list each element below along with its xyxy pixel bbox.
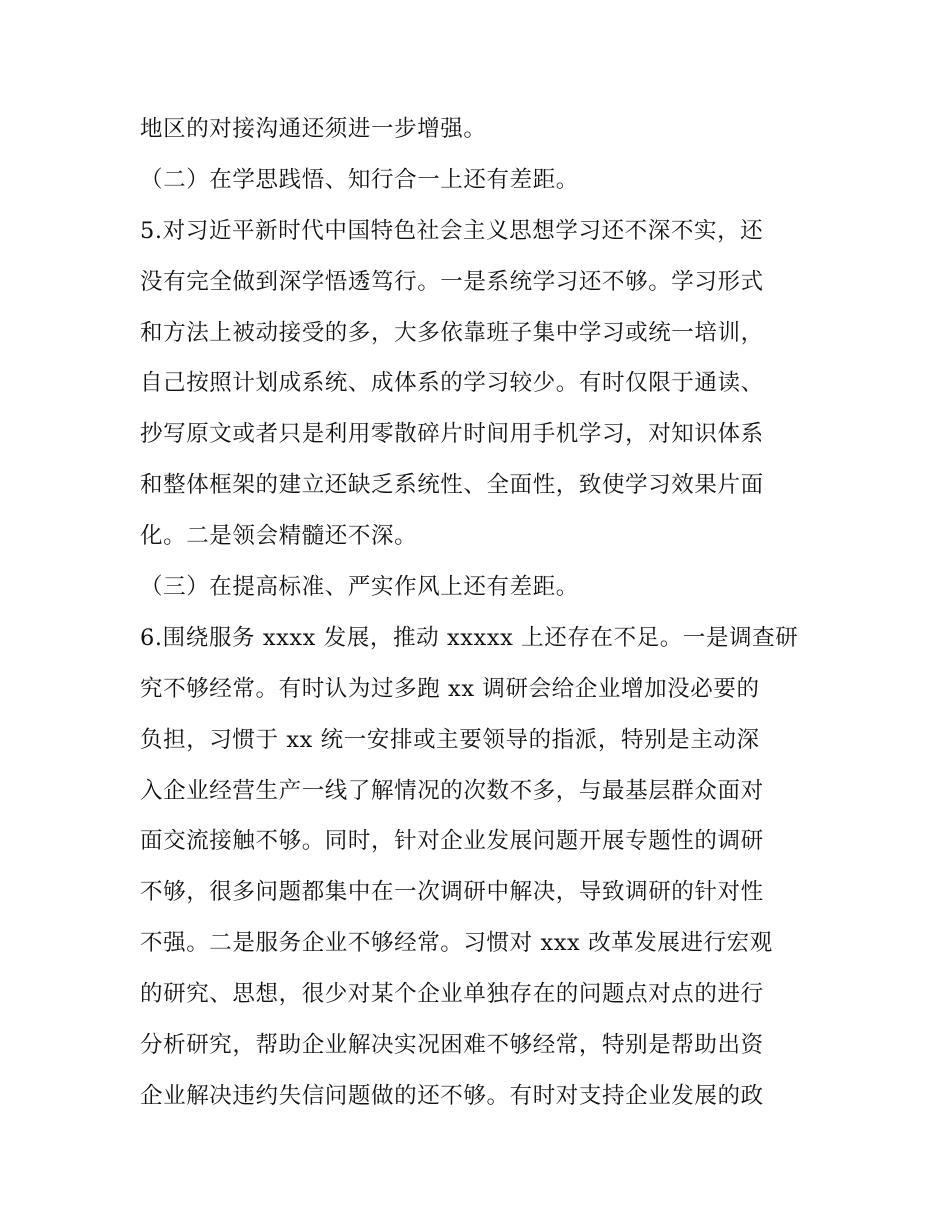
text-line-13: 负担，习惯于 xx 统一安排或主要领导的指派，特别是主动深: [140, 726, 760, 753]
text-line-11: 6.围绕服务 xxxx 发展，推动 xxxxx 上还存在不足。一是调查研: [140, 624, 799, 651]
text-line-9: 化。二是领会精髓还不深。: [140, 523, 418, 550]
section-heading-3: （三）在提高标准、严实作风上还有差距。: [140, 574, 579, 601]
text-line-7: 抄写原文或者只是利用零散碎片时间用手机学习，对知识体系: [140, 421, 764, 448]
text-line-12: 究不够经常。有时认为过多跑 xx 调研会给企业增加没必要的: [140, 675, 760, 702]
section-heading-2: （二）在学思践悟、知行合一上还有差距。: [140, 166, 579, 193]
text-line-15: 面交流接触不够。同时，针对企业发展问题开展专题性的调研: [140, 828, 764, 855]
document-body: [140, 104, 820, 1122]
text-line-4: 没有完全做到深学悟透笃行。一是系统学习还不够。学习形式: [140, 268, 764, 295]
text-line-16: 不够，很多问题都集中在一次调研中解决，导致调研的针对性: [140, 879, 764, 906]
text-line-18: 的研究、思想，很少对某个企业单独存在的问题点对点的进行: [140, 981, 764, 1008]
text-line-20: 企业解决违约失信问题做的还不够。有时对支持企业发展的政: [140, 1082, 764, 1109]
text-line-1: 地区的对接沟通还须进一步增强。: [140, 116, 487, 142]
text-line-6: 自己按照计划成系统、成体系的学习较少。有时仅限于通读、: [140, 370, 764, 397]
text-line-5: 和方法上被动接受的多，大多依靠班子集中学习或统一培训，: [140, 319, 764, 346]
text-line-17: 不强。二是服务企业不够经常。习惯对 xxx 改革发展进行宏观: [140, 930, 773, 957]
text-line-14: 入企业经营生产一线了解情况的次数不多，与最基层群众面对: [140, 777, 764, 804]
text-line-19: 分析研究，帮助企业解决实况困难不够经常，特别是帮助出资: [140, 1032, 764, 1059]
text-line-3: 5.对习近平新时代中国特色社会主义思想学习还不深不实，还: [140, 217, 764, 244]
text-line-8: 和整体框架的建立还缺乏系统性、全面性，致使学习效果片面: [140, 472, 764, 499]
